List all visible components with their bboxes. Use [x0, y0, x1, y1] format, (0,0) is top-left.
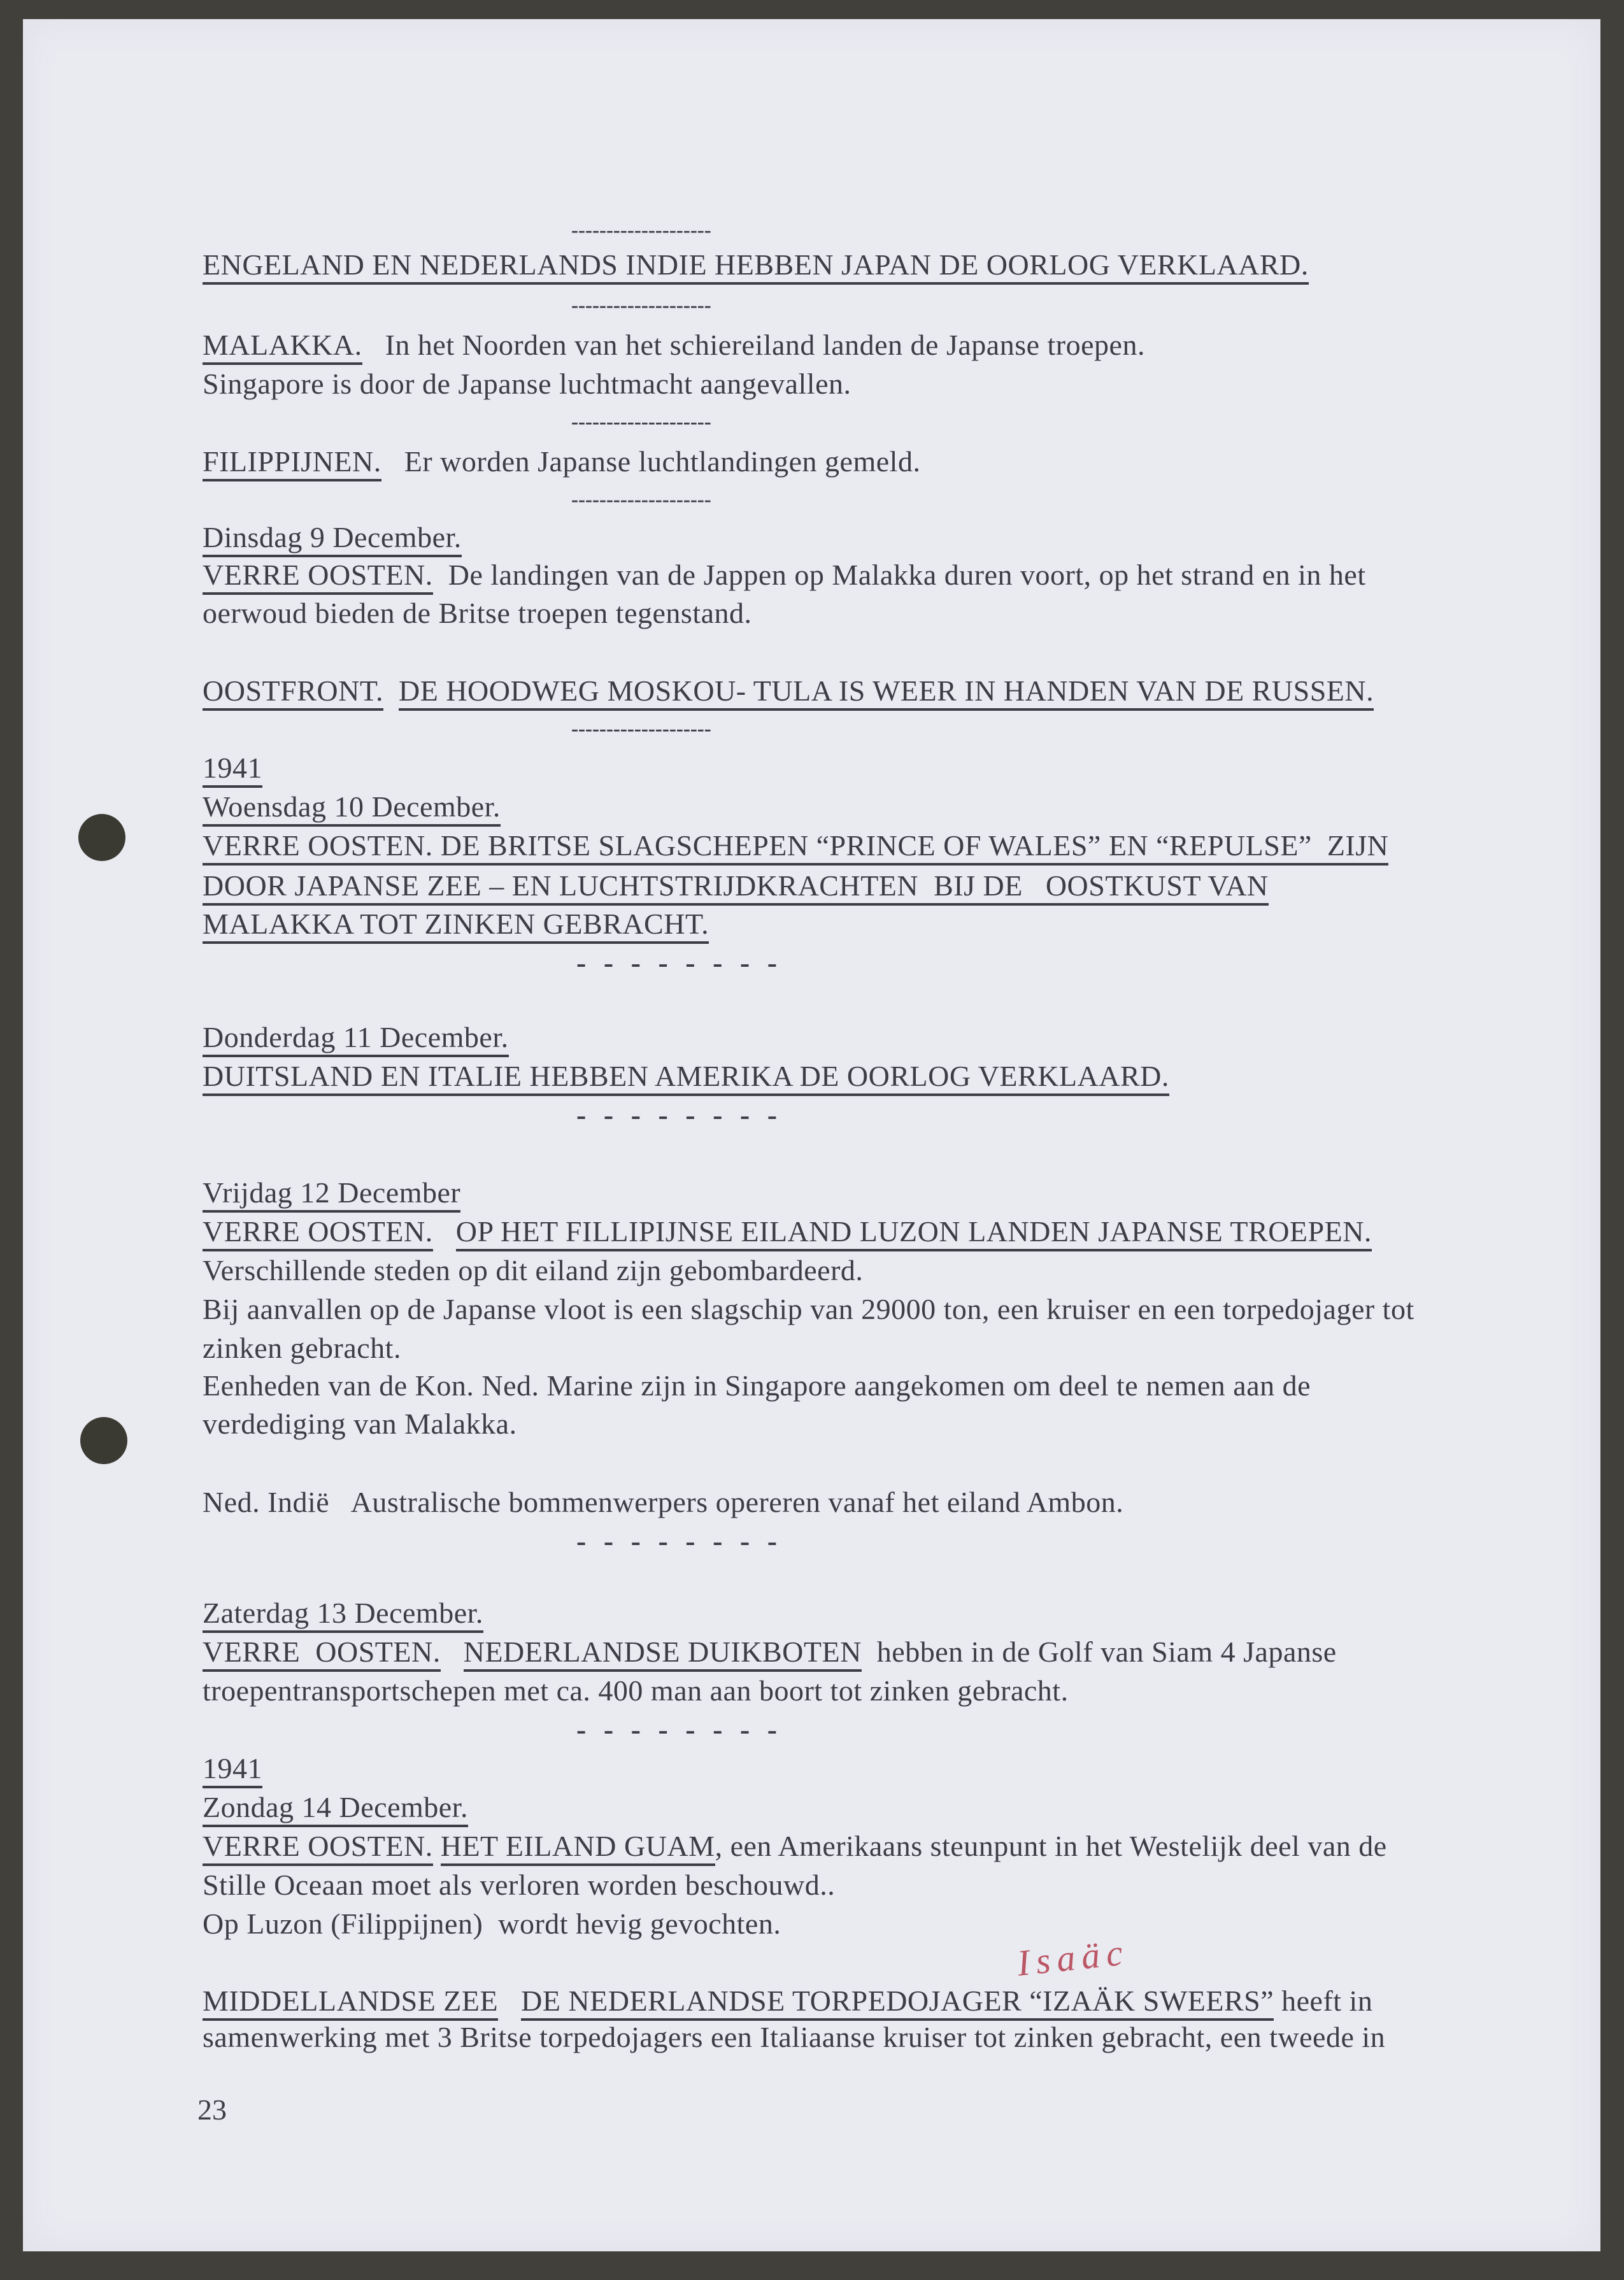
underlined-text: HET EILAND GUAM [441, 1830, 715, 1866]
underlined-text: OP HET FILLIPIJNSE EILAND LUZON LANDEN JAPANSE TROEPEN. [456, 1215, 1372, 1251]
separator-dashes: -------------------- [571, 488, 711, 511]
date-heading [203, 1787, 468, 1827]
body-line [203, 1826, 1387, 1866]
body-line [203, 555, 1366, 595]
underlined-text: MALAKKA TOT ZINKEN GEBRACHT. [203, 908, 709, 944]
text-segment: Eenheden van de Kon. Ned. Marine zijn in Singapore aangekomen om deel te nemen aan de [203, 1369, 1311, 1402]
text-segment: Ned. Indië Australische bommenwerpers opereren vanaf het eiland Ambon. [203, 1486, 1124, 1518]
text-segment: samenwerking met 3 Britse torpedojagers een Italiaanse kruiser tot zinken gebracht, een tweede in [203, 2021, 1386, 2053]
separator-dashes: - - - - - - - - [576, 1713, 779, 1746]
body-line [203, 1289, 1414, 1329]
date-heading [203, 517, 462, 557]
underlined-text: ENGELAND EN NEDERLANDS INDIE HEBBEN JAPAN DE OORLOG VERKLAARD. [203, 248, 1309, 285]
separator-dashes: -------------------- [571, 219, 711, 242]
body-line [203, 1328, 401, 1368]
body-line [203, 1365, 1311, 1406]
date-heading [203, 1017, 509, 1057]
headline [203, 866, 1269, 906]
body-line [203, 593, 752, 633]
separator-dashes: -------------------- [571, 718, 711, 741]
underlined-text: DUITSLAND EN ITALIE HEBBEN AMERIKA DE OORLOG VERKLAARD. [203, 1060, 1169, 1096]
headline [203, 825, 1388, 866]
body-line [203, 364, 851, 404]
headline [203, 245, 1309, 285]
text-segment: zinken gebracht. [203, 1332, 401, 1364]
text-segment: De landingen van de Jappen op Malakka duren voort, op het strand en in het [432, 559, 1366, 591]
text-segment [498, 1984, 521, 2017]
text-segment: verdediging van Malakka. [203, 1407, 517, 1440]
text-segment: In het Noorden van het schiereiland landen de Japanse troepen. [362, 329, 1145, 361]
date-heading [203, 1172, 460, 1213]
underlined-text: MALAKKA. [203, 329, 362, 365]
underlined-text: VERRE OOSTEN. [203, 559, 433, 595]
year-heading [203, 1748, 262, 1788]
body-line [203, 2017, 1385, 2057]
date-heading [203, 1593, 483, 1633]
year-heading [203, 748, 262, 788]
underlined-text: VERRE OOSTEN. [203, 1215, 433, 1251]
text-segment [433, 1215, 456, 1248]
text-segment: Singapore is door de Japanse luchtmacht aangevallen. [203, 367, 851, 400]
underlined-text: 1941 [203, 752, 262, 788]
underlined-text: FILIPPIJNEN. [203, 445, 381, 481]
headline [203, 1981, 1372, 2021]
underlined-text: Zondag 14 December. [203, 1791, 468, 1827]
text-segment: heeft in [1274, 1984, 1373, 2017]
body-line [203, 1632, 1337, 1672]
underlined-text: MIDDELLANDSE ZEE [203, 1984, 498, 2021]
underlined-text: 1941 [203, 1752, 262, 1788]
body-line [203, 1865, 835, 1905]
text-segment: hebben in de Golf van Siam 4 Japanse [861, 1635, 1337, 1668]
text-segment: Stille Oceaan moet als verloren worden beschouwd.. [203, 1869, 836, 1901]
text-segment [383, 674, 399, 707]
text-segment: Verschillende steden op dit eiland zijn gebombardeerd. [203, 1254, 864, 1286]
underlined-text: Zaterdag 13 December. [203, 1597, 483, 1633]
body-line [203, 1250, 863, 1290]
body-line [203, 1482, 1123, 1522]
underlined-text: DE HOODWEG MOSKOU- TULA IS WEER IN HANDEN VAN DE RUSSEN. [399, 674, 1374, 711]
body-line [203, 1404, 517, 1444]
headline [203, 1211, 1372, 1251]
underlined-text: NEDERLANDSE DUIKBOTEN [464, 1635, 862, 1672]
underlined-text: VERRE OOSTEN. [203, 1830, 433, 1866]
headline [203, 671, 1374, 711]
text-segment [441, 1635, 464, 1668]
text-segment: , een Amerikaans steunpunt in het Westelijk deel van de [715, 1830, 1387, 1862]
separator-dashes: -------------------- [571, 294, 711, 317]
headline [203, 904, 709, 944]
underlined-text: VERRE OOSTEN. [203, 1635, 441, 1672]
separator-dashes: -------------------- [571, 411, 711, 434]
underlined-text: Dinsdag 9 December. [203, 521, 462, 557]
text-segment [433, 1830, 441, 1862]
underlined-text: OOSTFRONT. [203, 674, 383, 711]
text-segment: Bij aanvallen op de Japanse vloot is een slagschip van 29000 ton, een kruiser en een torpedojager tot [203, 1293, 1414, 1325]
page-number: 23 [197, 2093, 227, 2126]
separator-dashes: - - - - - - - - [576, 1525, 779, 1557]
text-segment: Er worden Japanse luchtlandingen gemeld. [381, 445, 921, 478]
body-line [203, 325, 1145, 365]
body-line [203, 1671, 1069, 1711]
underlined-text: Vrijdag 12 December [203, 1176, 460, 1213]
underlined-text: VERRE OOSTEN. DE BRITSE SLAGSCHEPEN “PRINCE OF WALES” EN “REPULSE” ZIJN [203, 829, 1388, 866]
headline [203, 1056, 1169, 1096]
text-segment: Op Luzon (Filippijnen) wordt hevig gevochten. [203, 1907, 781, 1940]
body-line [203, 441, 920, 481]
underlined-text: Donderdag 11 December. [203, 1021, 509, 1057]
text-segment: oerwoud bieden de Britse troepen tegenstand. [203, 597, 752, 629]
text-segment: troepentransportschepen met ca. 400 man aan boort tot zinken gebracht. [203, 1674, 1069, 1707]
underlined-text: Woensdag 10 December. [203, 790, 501, 827]
separator-dashes: - - - - - - - - [576, 1099, 779, 1131]
handwritten-annotation: Isaäc [1015, 1930, 1131, 1984]
underlined-text: DOOR JAPANSE ZEE – EN LUCHTSTRIJDKRACHTEN BIJ DE OOSTKUST VAN [203, 869, 1269, 906]
body-line [203, 1904, 781, 1944]
date-heading [203, 787, 501, 827]
underlined-text: DE NEDERLANDSE TORPEDOJAGER “IZAÄK SWEERS” [521, 1984, 1274, 2021]
separator-dashes: - - - - - - - - [576, 946, 779, 979]
